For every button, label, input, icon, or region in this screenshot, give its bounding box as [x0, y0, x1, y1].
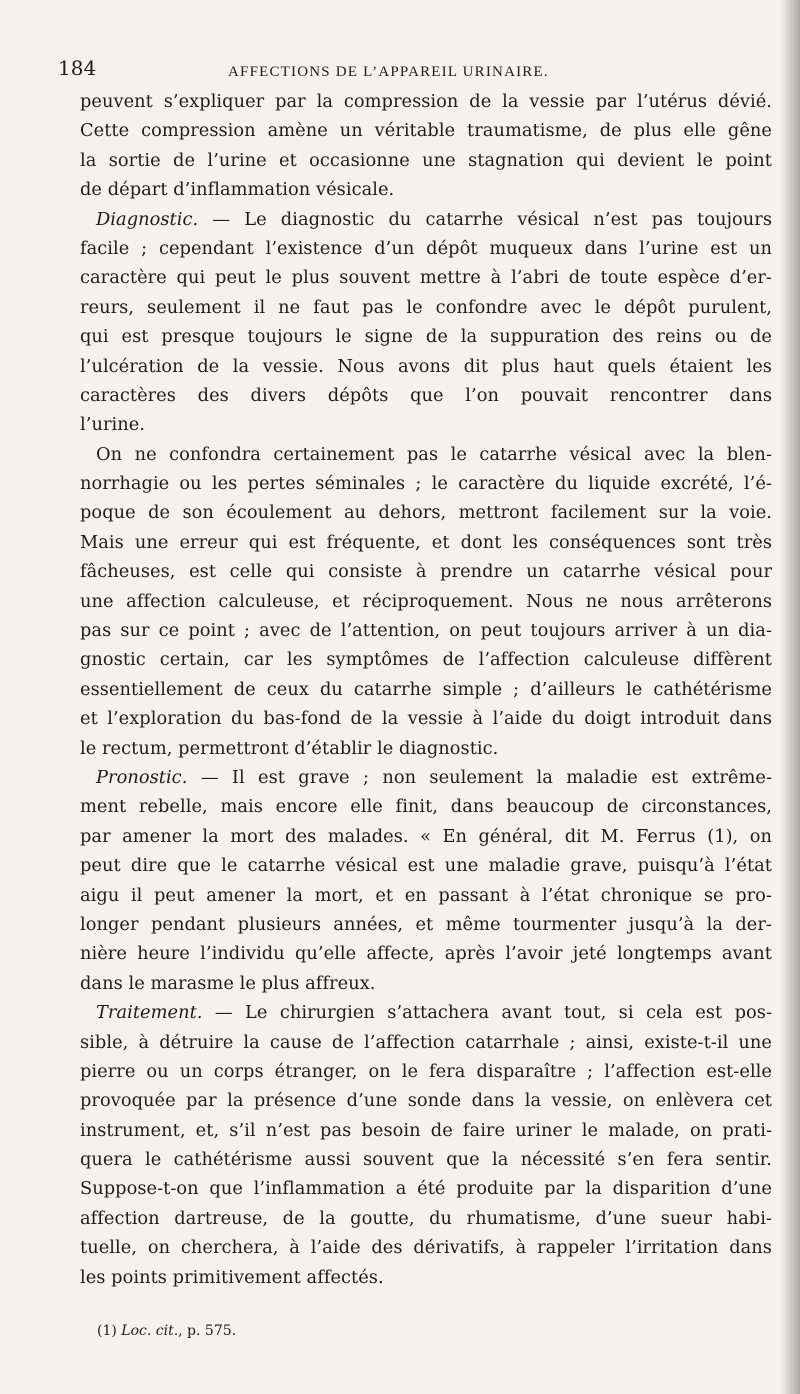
text-line: instrument, et, s’il n’est pas besoin de faire uriner le malade, on prati- [80, 1119, 772, 1141]
section-heading-pronostic: Pronostic. [96, 766, 188, 788]
paragraph-pronostic [80, 763, 772, 998]
text-line: norrhagie ou les pertes séminales ; le caractère du liquide excrété, l’é- [80, 473, 772, 495]
page-edge-shadow [780, 0, 800, 1394]
text-line: affection dartreuse, de la goutte, du rhumatisme, d’une sueur habi- [80, 1207, 772, 1229]
footnote-marker: (1) [97, 1323, 122, 1339]
text-line: provoquée par la présence d’une sonde dans la vessie, on enlèvera cet [80, 1090, 772, 1112]
text-line: une affection calculeuse, et réciproquement. Nous ne nous arrêterons [80, 590, 772, 612]
text-line: Cette compression amène un véritable traumatisme, de plus elle gêne [80, 120, 772, 142]
text-line: la sortie de l’urine et occasionne une stagnation qui devient le point [80, 149, 772, 171]
text-line: qui est presque toujours le signe de la suppuration des reins ou de [80, 326, 772, 348]
page-number: 184 [58, 56, 97, 80]
text-line: dans le marasme le plus affreux. [80, 972, 376, 994]
text-line: et l’exploration du bas-fond de la vessie à l’aide du doigt introduit dans [80, 708, 772, 730]
text-line: aigu il peut amener la mort, et en passant à l’état chronique se pro- [80, 884, 772, 906]
footnote [97, 1323, 236, 1339]
line-text: — Il est grave ; non seulement la maladie est extrême- [187, 766, 772, 788]
text-line: Suppose-t-on que l’inflammation a été produite par la disparition d’une [80, 1178, 772, 1200]
text-line: peut dire que le catarrhe vésical est une maladie grave, puisqu’à l’état [80, 855, 772, 877]
text-line [80, 763, 772, 792]
running-head: AFFECTIONS DE L’APPAREIL URINAIRE. [228, 64, 549, 80]
text-line: l’ulcération de la vessie. Nous avons dit plus haut quels étaient les [80, 355, 772, 377]
text-line: nière heure l’individu qu’elle affecte, après l’avoir jeté longtemps avant [80, 943, 772, 965]
footnote-rest: , p. 575. [178, 1323, 237, 1339]
text-line: le rectum, permettront d’établir le diagnostic. [80, 737, 499, 759]
paragraph-traitement [80, 998, 772, 1292]
text-line: pierre ou un corps étranger, on le fera disparaître ; l’affection est-elle [80, 1060, 772, 1082]
paragraph [80, 440, 772, 763]
text-line: caractère qui peut le plus souvent mettre à l’abri de toute espèce d’er- [80, 267, 772, 289]
text-line: pas sur ce point ; avec de l’attention, on peut toujours arriver à un dia- [80, 620, 772, 642]
paragraph [80, 87, 772, 205]
text-line: l’urine. [80, 414, 146, 436]
page-header [58, 56, 778, 86]
text-line: Mais une erreur qui est fréquente, et dont les conséquences sont très [80, 531, 772, 553]
text-line: facile ; cependant l’existence d’un dépôt muqueux dans l’urine est un [80, 237, 772, 259]
text-line: caractères des divers dépôts que l’on pouvait rencontrer dans [80, 384, 772, 406]
line-text: — Le diagnostic du catarrhe vésical n’est pas toujours [198, 208, 772, 230]
text-line: par amener la mort des malades. « En général, dit M. Ferrus (1), on [80, 825, 772, 847]
text-line: sible, à détruire la cause de l’affection catarrhale ; ainsi, existe-t-il une [80, 1031, 772, 1053]
text-line: les points primitivement affectés. [80, 1266, 384, 1288]
section-heading-diagnostic: Diagnostic. [96, 208, 199, 230]
text-line: On ne confondra certainement pas le catarrhe vésical avec la blen- [96, 443, 772, 465]
paragraph-diagnostic [80, 205, 772, 440]
text-line: peuvent s’expliquer par la compression de la vessie par l’utérus dévié. [80, 91, 772, 112]
text-line: gnostic certain, car les symptômes de l’affection calculeuse diffèrent [80, 649, 772, 671]
text-line: fâcheuses, est celle qui consiste à prendre un catarrhe vésical pour [80, 561, 772, 583]
text-line: longer pendant plusieurs années, et même tourmenter jusqu’à la der- [80, 913, 772, 935]
text-line [80, 205, 772, 234]
text-line: poque de son écoulement au dehors, mettront facilement sur la voie. [80, 502, 772, 524]
footnote-citation: Loc. cit. [121, 1323, 179, 1339]
text-line [80, 998, 772, 1027]
text-line: tuelle, on cherchera, à l’aide des dérivatifs, à rappeler l’irritation dans [80, 1237, 772, 1259]
text-line: reurs, seulement il ne faut pas le confondre avec le dépôt purulent, [80, 296, 772, 318]
body-text [80, 87, 772, 1292]
section-heading-traitement: Traitement. [96, 1002, 203, 1024]
text-line: quera le cathétérisme aussi souvent que la nécessité s’en fera sentir. [80, 1149, 772, 1171]
text-line: essentiellement de ceux du catarrhe simple ; d’ailleurs le cathétérisme [80, 678, 772, 700]
line-text: — Le chirurgien s’attachera avant tout, si cela est pos- [202, 1002, 772, 1024]
text-line: ment rebelle, mais encore elle finit, dans beaucoup de circonstances, [80, 796, 772, 818]
text-line: de départ d’inflammation vésicale. [80, 179, 395, 201]
